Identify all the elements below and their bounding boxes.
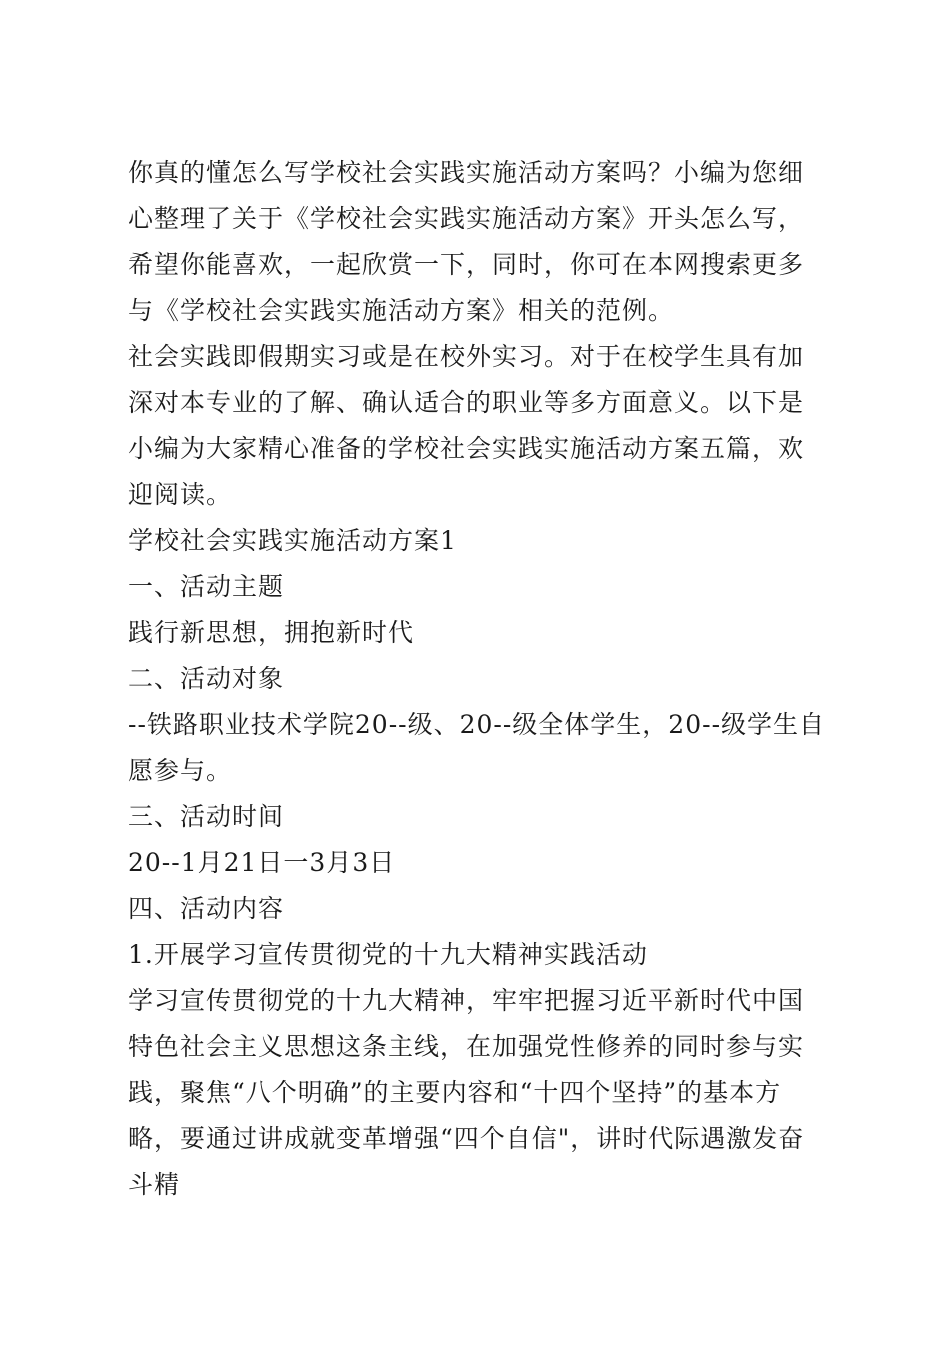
content-item-1-heading: 1.开展学习宣传贯彻党的十九大精神实践活动 [128,940,648,969]
section-heading-time: 三、活动时间 [128,802,285,831]
section-heading-theme: 一、活动主题 [128,572,285,601]
content-item-1-text: 学习宣传贯彻党的十九大精神，牢牢把握习近平新时代中国特色社会主义思想这条主线，在加强党性修养的同时参与实践，聚焦“八个明确”的主要内容和“十四个坚持”的基本方略，要通过讲成就变革增强“四个自信"，讲时代际遇激发奋斗精 [128,986,805,1199]
section-heading-audience: 二、活动对象 [128,664,285,693]
time-text: 20--1月21日一3月3日 [128,848,396,877]
document-body [128,150,828,1208]
intro-paragraph: 你真的懂怎么写学校社会实践实施活动方案吗？小编为您细心整理了关于《学校社会实践实施活动方案》开头怎么写，希望你能喜欢，一起欣赏一下，同时，你可在本网搜索更多与《学校社会实践实施活动方案》相关的范例。 [128,158,805,325]
background-paragraph: 社会实践即假期实习或是在校外实习。对于在校学生具有加深对本专业的了解、确认适合的职业等多方面意义。以下是小编为大家精心准备的学校社会实践实施活动方案五篇，欢迎阅读。 [128,342,805,509]
section-heading-content: 四、活动内容 [128,894,285,923]
theme-text: 践行新思想，拥抱新时代 [128,618,415,647]
audience-text: --铁路职业技术学院20--级、20--级全体学生，20--级学生自愿参与。 [128,710,826,785]
document-title: 学校社会实践实施活动方案1 [128,526,457,555]
